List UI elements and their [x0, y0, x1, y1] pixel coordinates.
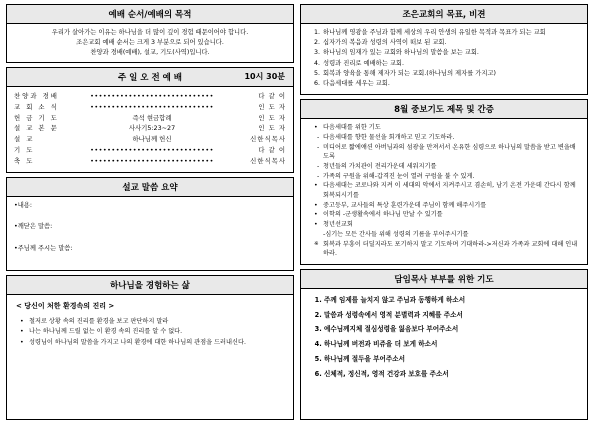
order-right: 인 도 자	[258, 102, 286, 111]
worship-purpose-section	[6, 4, 294, 63]
table-row	[14, 102, 286, 113]
pastor-prayer-section	[300, 269, 588, 420]
order-mid	[76, 102, 228, 113]
service-order-table	[14, 91, 286, 167]
list-item: 2. 십자가의 복음과 성령의 사역이 떠보 된 교회.	[322, 38, 580, 48]
table-row	[14, 156, 286, 167]
worship-purpose-line-2: 조은교회 예배 순서는 크게 3 부분으로 되어 있습니다.	[76, 39, 224, 47]
list-item: • 이학의 -군생활속에서 하나님 만날 수 있기를	[317, 210, 580, 219]
order-mid	[76, 145, 228, 156]
order-mid	[76, 156, 228, 167]
order-label: 축 도	[14, 156, 35, 165]
list-item: 6. 다음세대를 세우는 교회.	[322, 79, 580, 89]
table-row	[14, 113, 286, 124]
sermon-notes-body[interactable]	[6, 197, 294, 271]
pastor-prayer-body	[300, 289, 588, 420]
order-right: 다 같 이	[258, 145, 286, 154]
sermon-notes-section	[6, 177, 294, 271]
worship-purpose-title: 예배 순서/예배의 목적	[6, 4, 294, 24]
intercessory-prayer-body	[300, 119, 588, 265]
service-order-title	[6, 67, 294, 87]
dot-leader: •••••••••••••••••••••••••••••	[90, 102, 214, 111]
list-item: • 다음세대는 코로나와 지켜 이 세대의 악에서 지켜주시고 겸손히, 남기 온전 가운데 간다시 함께 회복되시기를	[317, 181, 580, 200]
order-right: 신한식목사	[250, 135, 286, 144]
order-label: 헌 금 기 도	[14, 113, 59, 122]
church-vision-title: 조은교회의 목표, 비젼	[300, 4, 588, 24]
dot-leader: •••••••••••••••••••••••••••••	[90, 156, 214, 165]
church-vision-section	[300, 4, 588, 95]
sermon-note-field-insight[interactable]: •깨닫은 말씀:	[14, 223, 53, 231]
list-item: • 나는 하나님께 드릴 없는 이 환경 속의 진리를 알 수 없다.	[24, 327, 286, 337]
dot-leader: •••••••••••••••••••••••••••••	[90, 145, 214, 154]
right-column	[300, 4, 588, 420]
list-item: • 중고등부, 교사들의 특상 훈련가운데 주님이 함께 해주시기를	[317, 201, 580, 210]
table-row	[14, 124, 286, 135]
list-item: - 다음세대를 향한 물선을 회개하고 믿고 기도하라.	[317, 133, 580, 142]
dot-leader: •••••••••••••••••••••••••••••	[90, 91, 214, 100]
church-vision-body	[300, 24, 588, 95]
list-item: • 청년선교회	[317, 220, 580, 229]
intercessory-prayer-list	[308, 123, 580, 258]
list-item: 3. 하나님의 임재가 있는 교회와 하나님의 말씀을 보는 교회.	[322, 48, 580, 58]
pastor-prayer-title: 담임목사 부부를 위한 기도	[300, 269, 588, 289]
order-mid: 즉석 현금합례	[132, 113, 172, 122]
list-item: 2. 말씀과 성령속에서 영적 분별력과 지혜를 주소서	[324, 308, 580, 323]
list-item: 3. 예수님께지체 절심성령을 잃음보다 부어주소서	[324, 322, 580, 337]
list-item: 4. 하나님께 버전과 비쥬을 더 보게 하소서	[324, 337, 580, 352]
list-item: • 다음세대를 위한 기도	[317, 123, 580, 132]
list-item: - 가족의 구원을 위해-갑격진 눈이 열려 구럼을 불 수 있게.	[317, 172, 580, 181]
table-row	[14, 91, 286, 102]
order-mid: 사사기5:23~27	[128, 124, 176, 133]
intercessory-prayer-title: 8월 중보기도 제목 및 간증	[300, 99, 588, 119]
list-item: 6. 신체적, 정신적, 영적 건강과 보호를 주소서	[324, 367, 580, 382]
sermon-note-field-content[interactable]: •내용:	[14, 201, 33, 209]
sermon-note-field-word[interactable]: •주님께 주시는 말씀:	[14, 244, 73, 252]
order-label: 기 도	[14, 145, 35, 154]
order-label: 설 교 본 문	[14, 124, 59, 133]
list-item: 5. 회복과 양육을 통해 제자가 되는 교회.(하나님의 제자를 가지고)	[322, 69, 580, 79]
sermon-notes-title: 설교 말씀 요약	[6, 177, 294, 197]
list-item: ※ 회복과 부흥이 더딜지라도 포기하지 말고 기도하며 기대하라->저신과 가족과 교회에 대해 인내하라.	[317, 240, 580, 259]
order-mid	[76, 91, 228, 102]
service-order-section	[6, 67, 294, 173]
order-label: 설 교	[14, 135, 35, 144]
service-order-time: 10시 30분	[244, 72, 285, 82]
list-item: • 성령님이 하나님의 말씀을 가지고 나의 환경에 대한 하나님의 관점을 드러내신다.	[24, 338, 286, 348]
experiencing-god-body	[6, 295, 294, 420]
order-mid: 하나님께 헌신	[132, 135, 172, 144]
intercessory-prayer-section	[300, 99, 588, 265]
pastor-prayer-list	[308, 293, 580, 382]
list-item: 1. 주께 임제를 늘치지 않고 주님과 동행하게 하소서	[324, 293, 580, 308]
church-vision-list	[308, 28, 580, 89]
order-right: 다 같 이	[258, 91, 286, 100]
table-row	[14, 135, 286, 146]
experiencing-god-subtitle: < 당신이 처한 환경속의 진리 >	[16, 302, 115, 311]
service-order-title-text: 주 일 오 전 예 배	[117, 73, 183, 84]
order-right: 신한식목사	[250, 156, 286, 165]
list-item: - 미디어로 짧에얘션 아버님과의 섬광을 만져서서 온유한 심령으로 하나님의 말씀을 받고 변을배도록	[317, 143, 580, 162]
list-item: • 철저로 상황 속의 진리를 환경을 보고 판단하지 말라	[24, 317, 286, 327]
experiencing-god-title: 하나님을 경험하는 삶	[6, 275, 294, 295]
experiencing-god-list	[14, 317, 286, 348]
worship-purpose-body	[6, 24, 294, 63]
order-right: 인 도 자	[258, 124, 286, 133]
list-item: 4. 성령과 진리로 예배하는 교회.	[322, 59, 580, 69]
service-order-body	[6, 87, 294, 173]
experiencing-god-section	[6, 275, 294, 420]
order-label: 교 회 소 식	[14, 102, 59, 111]
list-item: 5. 하나님께 절두을 부어주소서	[324, 352, 580, 367]
table-row	[14, 145, 286, 156]
order-label: 찬양과 경배	[14, 91, 59, 100]
list-item: 1. 하나님께 영광을 주님과 함께 세상의 우리 안생의 유일한 목적과 목표가 되는 교회	[322, 28, 580, 38]
left-column	[6, 4, 294, 420]
list-item: - 청년들의 가치관이 전리가운데 세워지기를	[317, 162, 580, 171]
order-right: 인 도 자	[258, 113, 286, 122]
worship-purpose-line-3: 찬양과 경배(예배), 설교, 기도(사역)입니다.	[90, 49, 210, 57]
worship-purpose-line-1: 우리가 살아가는 이유는 하나님을 더 많이 깊이 경험 때문이어야 합니다.	[51, 29, 249, 36]
list-item: -심기는 모든 간사들 위해 성령의 기름을 부어주시기를	[323, 230, 469, 238]
